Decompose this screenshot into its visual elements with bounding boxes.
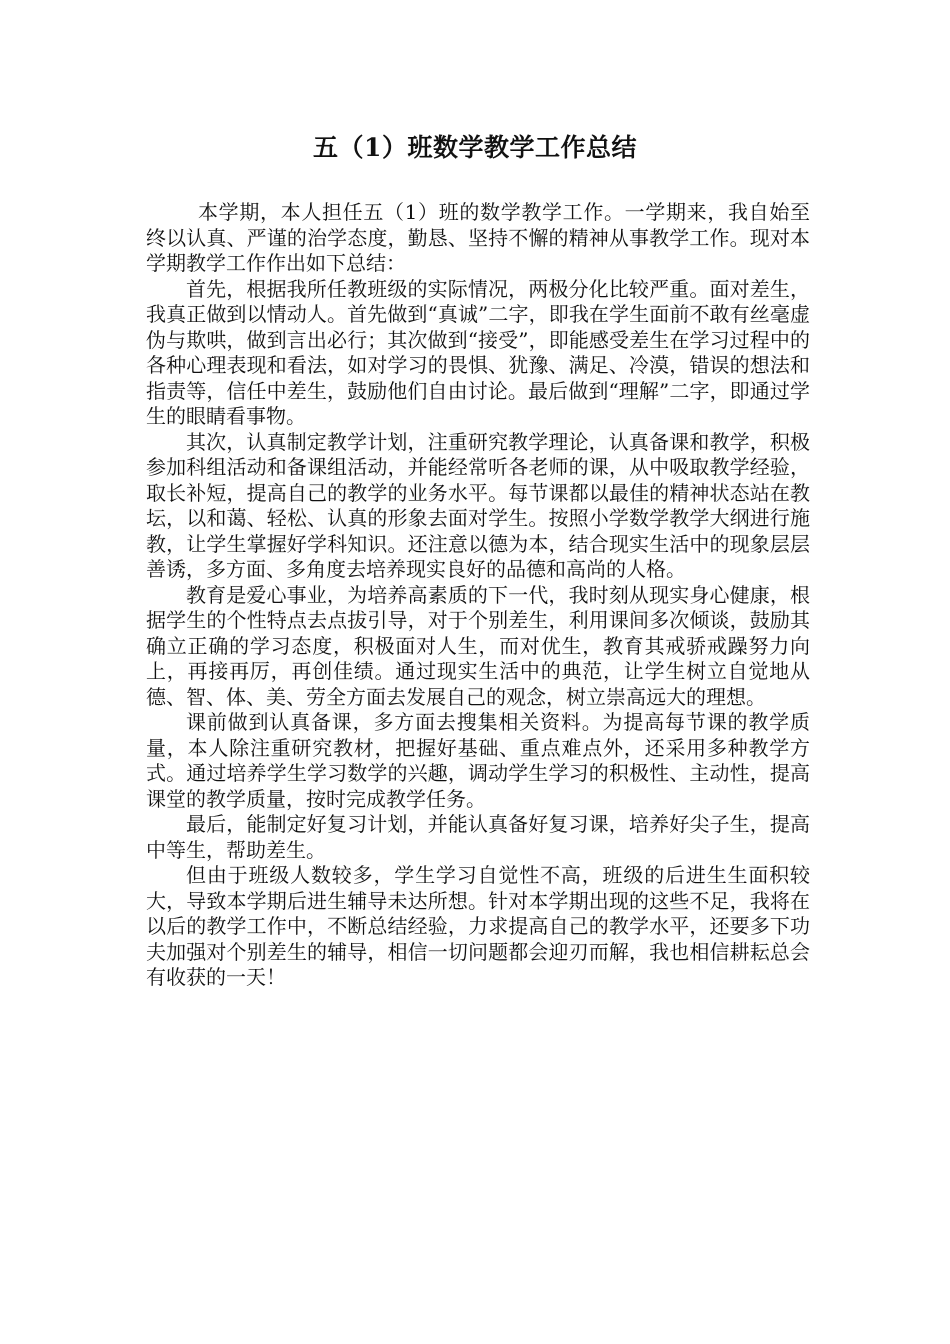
paragraph-moral-education: 教育是爱心事业，为培养高素质的下一代，我时刻从现实身心健康，根据学生的个性特点去点拔引导，对于个别差生，利用课间多次倾谈，鼓励其确立正确的学习态度，积极面对人生，而对优生，教育其戒骄戒躁努力向上，再接再厉，再创佳绩。通过现实生活中的典范，让学生树立自觉地从德、智、体、美、劳全方面去发展自己的观念，树立崇高远大的理想。 [146,582,810,709]
paragraph-conclusion: 但由于班级人数较多，学生学习自觉性不高，班级的后进生生面积较大，导致本学期后进生辅导未达所想。针对本学期出现的这些不足，我将在以后的教学工作中，不断总结经验，力求提高自己的教学水平，还要多下功夫加强对个别差生的辅导，相信一切问题都会迎刃而解，我也相信耕耘总会有收获的一天！ [146,863,810,989]
paragraph-review-plan: 最后，能制定好复习计划，并能认真备好复习课，培养好尖子生，提高中等生，帮助差生。 [146,812,810,862]
paragraph-lesson-preparation: 课前做到认真备课，多方面去搜集相关资料。为提高每节课的教学质量，本人除注重研究教材，把握好基础、重点难点外，还采用多种教学方式。通过培养学生学习数学的兴趣，调动学生学习的积极性、主动性，提高课堂的教学质量，按时完成教学任务。 [146,710,810,811]
document-title: 五（1）班数学教学工作总结 [313,133,637,162]
paragraph-first-point: 首先，根据我所任教班级的实际情况，两极分化比较严重。面对差生，我真正做到以情动人。首先做到“真诚”二字，即我在学生面前不敢有丝毫虚伪与欺哄，做到言出必行；其次做到“接受”，即能感受差生在学习过程中的各种心理表现和看法，如对学习的畏惧、犹豫、满足、冷漠，错误的想法和指责等，信任中差生，鼓励他们自由讨论。最后做到“理解”二字，即通过学生的眼睛看事物。 [146,276,810,428]
paragraph-second-point: 其次，认真制定教学计划，注重研究教学理论，认真备课和教学，积极参加科组活动和备课组活动，并能经常听各老师的课，从中吸取教学经验，取长补短，提高自己的教学的业务水平。每节课都以最佳的精神状态站在教坛，以和蔼、轻松、认真的形象去面对学生。按照小学数学教学大纲进行施教，让学生掌握好学科知识。还注意以德为本，结合现实生活中的现象层层善诱，多方面、多角度去培养现实良好的品德和高尚的人格。 [146,429,810,581]
paragraph-intro: 本学期，本人担任五（1）班的数学教学工作。一学期来，我自始至终以认真、严谨的治学态度，勤恳、坚持不懈的精神从事教学工作。现对本学期教学工作作出如下总结： [146,200,810,275]
document-body [146,200,810,991]
